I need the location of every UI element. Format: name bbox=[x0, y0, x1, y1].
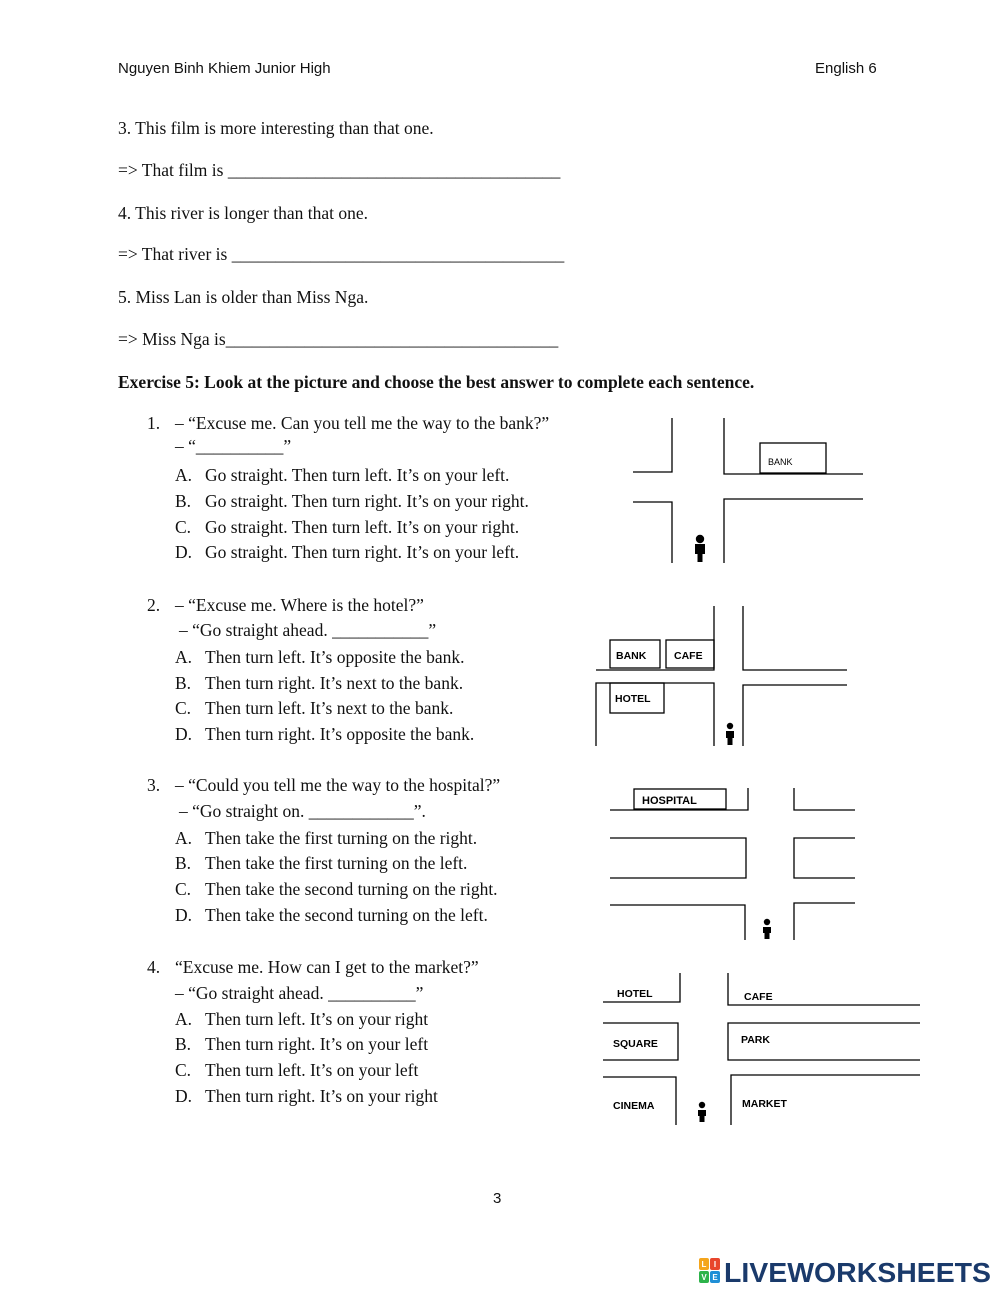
option-text: Then turn left. It’s opposite the bank. bbox=[205, 647, 465, 667]
question-reply: – “__________” bbox=[175, 436, 292, 456]
option-text: Go straight. Then turn right. It’s on your left. bbox=[205, 542, 520, 562]
option-c[interactable] bbox=[175, 879, 498, 900]
option-d[interactable] bbox=[175, 542, 519, 563]
person-icon bbox=[698, 1102, 706, 1122]
question-2 bbox=[147, 595, 577, 755]
rewrite-answer-3: => That film is ______________________________________ bbox=[118, 160, 561, 180]
map-label-park: PARK bbox=[741, 1034, 770, 1046]
map-label-hotel: HOTEL bbox=[617, 988, 653, 1000]
option-text: Go straight. Then turn left. It’s on your right. bbox=[205, 517, 520, 537]
option-letter: B. bbox=[175, 853, 192, 873]
person-icon bbox=[763, 919, 771, 939]
option-c[interactable] bbox=[175, 698, 453, 719]
option-letter: C. bbox=[175, 879, 192, 899]
question-text: – “Excuse me. Can you tell me the way to the bank?” bbox=[175, 413, 550, 433]
exercise-title: Exercise 5: Look at the picture and choose the best answer to complete each sentence. bbox=[118, 372, 755, 392]
option-d[interactable] bbox=[175, 1086, 438, 1107]
question-number: 4. bbox=[147, 957, 161, 977]
rewrite-prompt-4: 4. This river is longer than that one. bbox=[118, 203, 368, 223]
option-letter: B. bbox=[175, 1034, 192, 1054]
liveworksheets-logo[interactable] bbox=[697, 1255, 997, 1290]
option-a[interactable] bbox=[175, 647, 465, 668]
option-a[interactable] bbox=[175, 465, 509, 486]
map-label-square: SQUARE bbox=[613, 1038, 658, 1050]
page-number: 3 bbox=[493, 1190, 502, 1207]
map-label-hospital: HOSPITAL bbox=[642, 795, 697, 807]
logo-text: LIVEWORKSHEETS bbox=[724, 1257, 991, 1285]
question-reply: – “Go straight ahead. __________” bbox=[175, 983, 424, 1003]
option-text: Then turn left. It’s on your right bbox=[205, 1009, 429, 1029]
logo-badge-letter: I bbox=[713, 1260, 717, 1269]
option-a[interactable] bbox=[175, 828, 477, 849]
question-text: “Excuse me. How can I get to the market?” bbox=[175, 957, 479, 977]
map-label-market: MARKET bbox=[742, 1098, 787, 1110]
option-letter: D. bbox=[175, 1086, 193, 1106]
option-text: Go straight. Then turn left. It’s on your left. bbox=[205, 465, 510, 485]
option-text: Then turn left. It’s next to the bank. bbox=[205, 698, 454, 718]
header-subject: English 6 bbox=[815, 60, 877, 77]
map-label-cafe: CAFE bbox=[674, 650, 703, 662]
option-text: Go straight. Then turn right. It’s on your right. bbox=[205, 491, 529, 511]
option-text: Then take the first turning on the left. bbox=[205, 853, 468, 873]
question-number: 1. bbox=[147, 413, 161, 433]
option-letter: B. bbox=[175, 673, 192, 693]
option-letter: A. bbox=[175, 647, 193, 667]
rewrite-prompt-5: 5. Miss Lan is older than Miss Nga. bbox=[118, 287, 369, 307]
option-b[interactable] bbox=[175, 491, 529, 512]
option-b[interactable] bbox=[175, 853, 467, 874]
option-text: Then turn left. It’s on your left bbox=[205, 1060, 419, 1080]
logo-badge-icon bbox=[699, 1258, 720, 1283]
question-4 bbox=[147, 957, 577, 1117]
option-text: Then turn right. It’s on your right bbox=[205, 1086, 438, 1106]
map-label-cafe: CAFE bbox=[744, 991, 773, 1003]
option-letter: A. bbox=[175, 465, 193, 485]
option-letter: D. bbox=[175, 542, 193, 562]
question-text: – “Could you tell me the way to the hospital?” bbox=[175, 775, 501, 795]
option-letter: D. bbox=[175, 724, 193, 744]
option-letter: C. bbox=[175, 1060, 192, 1080]
question-reply: – “Go straight ahead. ___________” bbox=[179, 620, 437, 640]
map-label-hotel: HOTEL bbox=[615, 693, 651, 705]
option-letter: B. bbox=[175, 491, 192, 511]
rewrite-prompt-3: 3. This film is more interesting than that one. bbox=[118, 118, 434, 138]
option-text: Then turn right. It’s on your left bbox=[205, 1034, 429, 1054]
map-2 bbox=[593, 603, 853, 758]
option-text: Then turn right. It’s opposite the bank. bbox=[205, 724, 475, 744]
option-c[interactable] bbox=[175, 517, 519, 538]
map-4 bbox=[600, 970, 925, 1135]
option-a[interactable] bbox=[175, 1009, 428, 1030]
option-text: Then turn right. It’s next to the bank. bbox=[205, 673, 464, 693]
question-number: 3. bbox=[147, 775, 161, 795]
map-1 bbox=[630, 415, 870, 572]
option-d[interactable] bbox=[175, 724, 474, 745]
rewrite-answer-4: => That river is ______________________________________ bbox=[118, 244, 565, 264]
question-reply: – “Go straight on. ____________”. bbox=[179, 801, 426, 821]
question-1 bbox=[147, 413, 607, 573]
map-label-cinema: CINEMA bbox=[613, 1100, 655, 1112]
option-letter: C. bbox=[175, 517, 192, 537]
person-icon bbox=[726, 723, 734, 745]
rewrite-answer-5: => Miss Nga is______________________________________ bbox=[118, 329, 559, 349]
person-icon bbox=[695, 535, 705, 562]
map-label-bank: BANK bbox=[616, 650, 647, 662]
question-number: 2. bbox=[147, 595, 161, 615]
option-letter: A. bbox=[175, 1009, 193, 1029]
question-text: – “Excuse me. Where is the hotel?” bbox=[175, 595, 424, 615]
header-school: Nguyen Binh Khiem Junior High bbox=[118, 60, 331, 77]
map-3 bbox=[607, 785, 862, 950]
option-text: Then take the first turning on the right. bbox=[205, 828, 478, 848]
option-text: Then take the second turning on the left. bbox=[205, 905, 488, 925]
option-letter: A. bbox=[175, 828, 193, 848]
option-b[interactable] bbox=[175, 673, 463, 694]
option-letter: C. bbox=[175, 698, 192, 718]
map-label-bank: BANK bbox=[768, 457, 793, 467]
option-d[interactable] bbox=[175, 905, 488, 926]
option-text: Then take the second turning on the right. bbox=[205, 879, 498, 899]
option-c[interactable] bbox=[175, 1060, 418, 1081]
option-b[interactable] bbox=[175, 1034, 428, 1055]
question-3 bbox=[147, 775, 577, 935]
logo-badge-letter: E bbox=[712, 1273, 718, 1282]
logo-badge-letter: V bbox=[701, 1273, 707, 1282]
logo-badge-letter: L bbox=[701, 1260, 707, 1269]
option-letter: D. bbox=[175, 905, 193, 925]
